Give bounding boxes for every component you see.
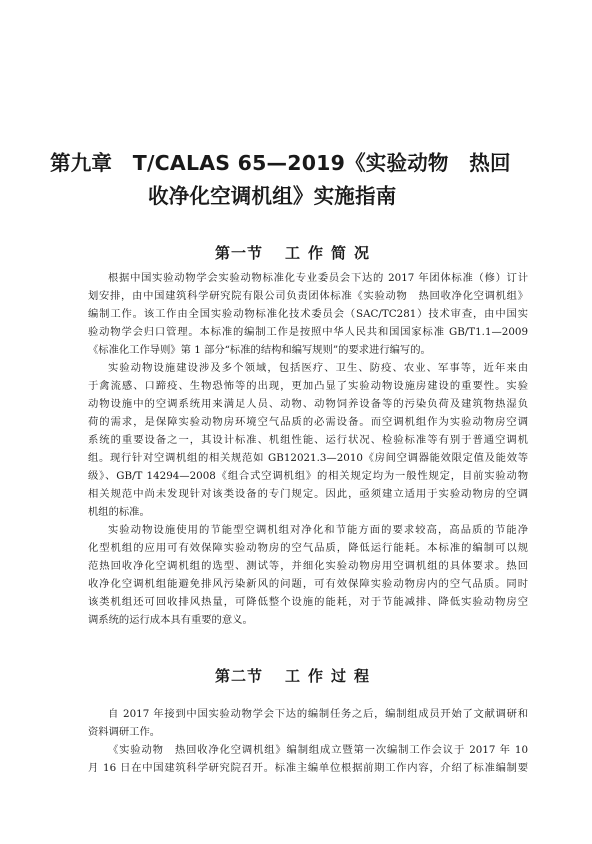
text-line: 根据中国实验动物学会实验动物标准化专业委员会下达的 2017 年团体标准（修）订计 [108,272,528,284]
text-line: 级》、GB/T 14294—2008《组合式空调机组》的相关规定均为一般性规定，目前实验动物 [88,470,528,482]
text-line: 实验动物设施使用的节能型空调机组对净化和节能方面的要求较高，高品质的节能净 [108,524,528,536]
text-line: 实验动物设施建设涉及多个领域，包括医疗、卫生、防疫、农业、军事等，近年来由 [108,362,528,374]
text-line: 验动物学会归口管理。本标准的编制工作是按照中华人民共和国国家标准 GB/T1.1—2009 [88,326,528,338]
text-line: 相关规范中尚未发现针对该类设备的专门规定。因此，亟须建立适用于实验动物房的空调 [88,488,528,500]
chapter-title-line-1: 第九章 T/CALAS 65—2019《实验动物 热回 [50,151,511,175]
section-2-heading [0,665,592,686]
text-line: 系统的重要设备之一，其设计标准、机组性能、运行状况、检验标准等有别于普通空调机 [88,434,528,446]
text-line: 《标准化工作导则》第 1 部分“标准的结构和编写规则”的要求进行编写的。 [88,344,431,356]
text-line: 月 16 日在中国建筑科学研究院召开。标准主编单位根据前期工作内容，介绍了标准编制要 [88,762,528,774]
section-1-heading [0,242,592,263]
text-line: 《实验动物 热回收净化空调机组》编制组成立暨第一次编制工作会议于 2017 年 10 [108,744,528,756]
text-line: 编制工作。该工作由全国实验动物标准化技术委员会（SAC/TC281）技术审查，由中国实 [88,308,528,320]
section-1-number: 第一节 [214,244,263,262]
section-2-name: 工作过程 [285,667,378,685]
section-1-name: 工作简况 [285,244,378,262]
text-line: 化型机组的应用可有效保障实验动物房的空气品质，降低运行能耗。本标准的编制可以规 [88,542,528,554]
text-line: 自 2017 年接到中国实验动物学会下达的编制任务之后，编制组成员开始了文献调研和 [108,708,528,720]
text-line: 收净化空调机组能避免排风污染新风的问题，可有效保障实验动物房内的空气品质。同时 [88,578,528,590]
text-line: 资料调研工作。 [88,726,161,738]
text-line: 调系统的运行成本具有重要的意义。 [88,614,253,626]
chapter-title [50,147,550,213]
chapter-title-line-2: 收净化空调机组》实施指南 [148,184,397,208]
text-line: 荷的需求，是保障实验动物房环境空气品质的必需设备。而空调机组作为实验动物房空调 [88,416,528,428]
text-line: 划安排，由中国建筑科学研究院有限公司负责团体标准《实验动物 热回收净化空调机组》 [88,290,528,302]
section-2-number: 第二节 [214,667,263,685]
text-line: 动物设施中的空调系统用来满足人员、动物、动物饲养设备等的污染负荷及建筑物热湿负 [88,398,528,410]
text-line: 该类机组还可回收排风热量，可降低整个设施的能耗，对于节能减排、降低实验动物房空 [88,596,528,608]
text-line: 范热回收净化空调机组的选型、测试等，并细化实验动物房用空调机组的具体要求。热回 [88,560,528,572]
text-line: 机组的标准。 [88,506,150,518]
text-line: 于禽流感、口蹄疫、生物恐怖等的出现，更加凸显了实验动物设施房建设的重要性。实验 [88,380,528,392]
text-line: 组。现行针对空调机组的相关规范如 GB12021.3—2010《房间空调器能效限定值及能效等 [88,452,528,464]
